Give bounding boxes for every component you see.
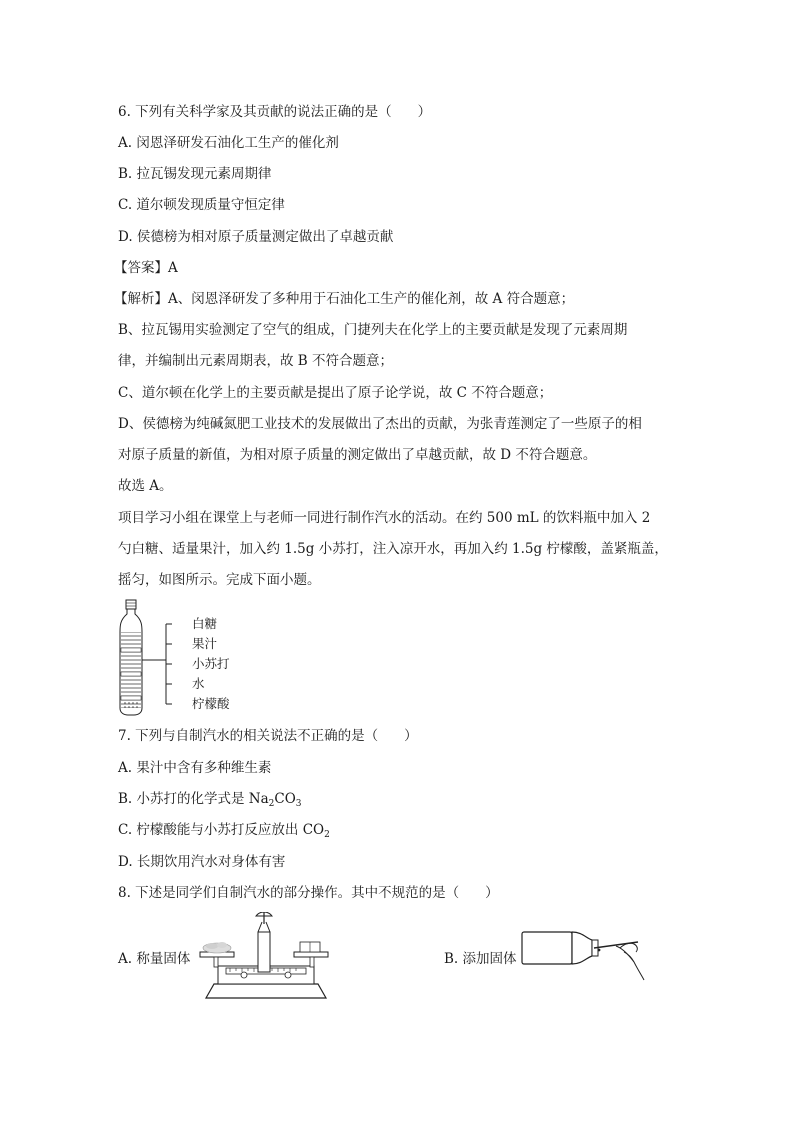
q7-option-b-text: B. 小苏打的化学式是 Na [118, 791, 269, 807]
q6-analysis-line: D、侯德榜为纯碱氮肥工业技术的发展做出了杰出的贡献，为张青莲测定了一些原子的相 [118, 416, 642, 432]
q8-stem [118, 884, 499, 902]
intro-line: 项目学习小组在课堂上与老师一同进行制作汽水的活动。在约 500 mL 的饮料瓶中加入 2 [118, 510, 651, 526]
q6-option-a: A. 闵恩泽研发石油化工生产的催化剂 [118, 135, 339, 151]
q7-stem [118, 727, 418, 745]
q6-analysis-line: 故选 A。 [118, 478, 173, 494]
q8-stem-text: 8. 下述是同学们自制汽水的部分操作。其中不规范的是（ [118, 885, 460, 901]
q6-answer: 【答案】A [114, 260, 178, 276]
subscript: 2 [324, 830, 330, 840]
soda-bottle-diagram [116, 598, 176, 718]
q7-option-d: D. 长期饮用汽水对身体有害 [118, 854, 286, 870]
bottle-label-citric-acid: 柠檬酸 [192, 696, 230, 711]
bottle-label-baking-soda: 小苏打 [192, 656, 230, 671]
q7-option-c-text: C. 柠檬酸能与小苏打反应放出 CO [118, 822, 325, 838]
q8-option-a-label: A. 称量固体 [118, 951, 191, 967]
q7-option-b [118, 790, 302, 813]
q6-option-c: C. 道尔顿发现质量守恒定律 [118, 197, 285, 213]
q6-analysis-line: 律，并编制出元素周期表，故 B 不符合题意； [118, 353, 394, 369]
q6-analysis-line: 【解析】A、闵恩泽研发了多种用于石油化工生产的催化剂，故 A 符合题意； [114, 291, 575, 307]
q7-option-c [118, 821, 330, 844]
q6-analysis-line: 对原子质量的新值，为相对原子质量的测定做出了卓越贡献，故 D 不符合题意。 [118, 447, 597, 463]
q6-stem-close: ） [417, 104, 432, 120]
q6-stem [118, 103, 431, 121]
q6-analysis-line: C、道尔顿在化学上的主要贡献是提出了原子论学说，故 C 不符合题意； [118, 385, 553, 401]
intro-line: 勺白糖、适量果汁，加入约 1.5g 小苏打，注入凉开水，再加入约 1.5g 柠檬酸，盖紧瓶盖， [118, 541, 668, 557]
add-solid-diagram [520, 926, 648, 984]
q6-option-b: B. 拉瓦锡发现元素周期律 [118, 166, 272, 182]
bottle-label-sugar: 白糖 [192, 616, 218, 631]
intro-line: 摇匀，如图所示。完成下面小题。 [118, 572, 321, 588]
balance-scale-diagram [196, 912, 336, 1004]
subscript: 3 [295, 799, 302, 809]
bottle-label-water: 水 [192, 676, 205, 691]
subscript: 2 [268, 799, 275, 809]
bottle-label-juice: 果汁 [192, 636, 218, 651]
q8-option-b-label: B. 添加固体 [444, 951, 517, 967]
q6-stem-text: 6. 下列有关科学家及其贡献的说法正确的是（ [118, 104, 392, 120]
q8-stem-close: ） [485, 885, 499, 901]
q7-option-b-formula: CO [274, 791, 296, 807]
q6-analysis-line: B、拉瓦锡用实验测定了空气的组成，门捷列夫在化学上的主要贡献是发现了元素周期 [118, 322, 628, 338]
q7-stem-close: ） [404, 728, 418, 744]
q7-option-a: A. 果汁中含有多种维生素 [118, 760, 272, 776]
q7-stem-text: 7. 下列与自制汽水的相关说法不正确的是（ [118, 728, 379, 744]
q6-option-d: D. 侯德榜为相对原子质量测定做出了卓越贡献 [118, 229, 394, 245]
